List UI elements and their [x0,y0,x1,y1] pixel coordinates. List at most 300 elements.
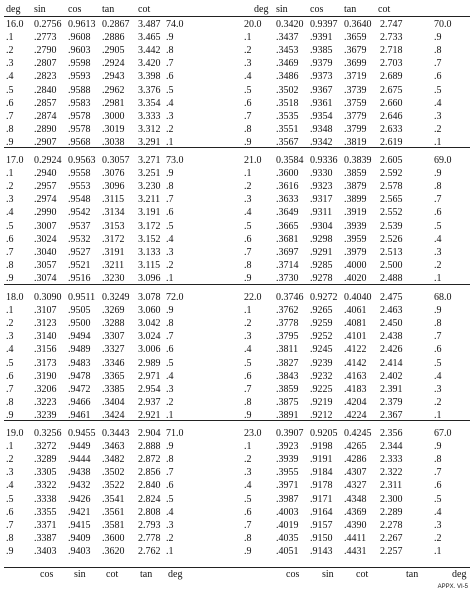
table-cell: .9150 [310,532,333,544]
table-cell: .9 [166,305,174,317]
table-cell: .3795 [276,331,299,343]
table-cell: .3482 [102,454,125,466]
table-cell: .6 [6,97,14,109]
table-cell: .9239 [310,357,333,369]
table-cell: .9330 [310,168,333,180]
table-cell: .9 [6,136,14,148]
table-cell: .9379 [310,58,333,70]
table-cell: .3 [434,110,442,122]
table-cell: .9245 [310,344,333,356]
block-divider [4,147,470,148]
table-cell: .9472 [68,383,91,395]
table-cell: 0.3256 [34,428,62,439]
table-cell: .2962 [102,84,125,96]
table-cell: .3123 [34,318,57,330]
table-cell: .3 [244,194,252,206]
table-cell: .9259 [310,318,333,330]
table-cell: .9415 [68,519,91,531]
table-cell: .4 [434,370,442,382]
table-cell: .3567 [276,136,299,148]
table-cell: .5 [244,220,252,232]
table-cell: .3535 [276,110,299,122]
table-cell: .8 [6,532,14,544]
block-divider [4,420,470,421]
table-cell: .9298 [310,233,333,245]
table-cell: .9553 [68,181,91,193]
table-cell: .3239 [34,409,57,421]
header-label-left: deg [6,4,21,15]
table-cell: .3076 [102,168,125,180]
table-cell: .1 [434,545,442,557]
table-cell: .3038 [102,136,125,148]
table-cell: .9 [166,168,174,180]
table-cell: 0.3249 [102,292,130,303]
table-cell: .3057 [34,259,57,271]
table-cell: .3453 [276,45,299,57]
table-cell: .7 [166,58,174,70]
table-cell: .5 [434,220,442,232]
table-cell: .3811 [276,344,299,356]
table-cell: .9421 [68,506,91,518]
table-cell: .5 [166,357,174,369]
table-cell: 23.0 [244,428,262,439]
table-cell: .8 [166,45,174,57]
table-cell: .9212 [310,409,333,421]
table-cell: .1 [244,305,252,317]
table-cell: .9157 [310,519,333,531]
table-cell: .3502 [102,467,125,479]
table-cell: .3827 [276,357,299,369]
footer-label-left: cot [106,569,119,580]
table-cell: .3096 [102,181,125,193]
table-cell: .9367 [310,84,333,96]
table-cell: .3289 [34,454,57,466]
table-cell: 0.9455 [68,428,96,439]
table-cell: .3659 [344,32,367,44]
table-cell: .1 [244,168,252,180]
table-cell: .3365 [102,370,125,382]
table-cell: .7 [434,467,442,479]
table-cell: 2.937 [138,396,161,408]
table-cell: .3 [244,331,252,343]
table-cell: 2.289 [380,506,403,518]
table-cell: .9426 [68,493,91,505]
table-cell: .2981 [102,97,125,109]
footer-label-right: sin [322,569,334,580]
footer-label-right: cos [286,569,300,580]
table-cell: .3385 [102,383,125,395]
table-cell: .2790 [34,45,57,57]
table-cell: .2 [6,454,14,466]
table-cell: .6 [166,207,174,219]
table-cell: .9278 [310,272,333,284]
table-cell: .4 [6,480,14,492]
table-cell: .2 [434,123,442,135]
header-label-right: tan [344,4,357,15]
table-cell: .3134 [102,207,125,219]
table-cell: .3762 [276,305,299,317]
table-cell: 2.539 [380,220,403,232]
table-cell: 2.450 [380,318,403,330]
table-cell: .7 [6,110,14,122]
table-cell: .2 [244,454,252,466]
table-cell: 2.762 [138,545,161,557]
table-cell: .9537 [68,220,91,232]
table-cell: 2.379 [380,396,403,408]
table-cell: .9593 [68,71,91,83]
table-cell: .9361 [310,97,333,109]
table-cell: .3955 [276,467,299,479]
table-cell: .3403 [34,545,57,557]
table-cell: .3971 [276,480,299,492]
table-cell: 0.9336 [310,155,338,166]
table-cell: .9 [244,272,252,284]
table-cell: .9500 [68,318,91,330]
table-cell: .2 [434,259,442,271]
table-cell: .9494 [68,331,91,343]
table-cell: .2 [6,181,14,193]
table-cell: .3404 [102,396,125,408]
table-cell: .3730 [276,272,299,284]
table-cell: .2807 [34,58,57,70]
table-cell: .9588 [68,84,91,96]
table-cell: .9578 [68,123,91,135]
table-cell: .3387 [34,532,57,544]
table-cell: .3115 [102,194,125,206]
table-cell: .3987 [276,493,299,505]
table-cell: .7 [434,331,442,343]
table-cell: 0.3057 [102,155,130,166]
table-cell: .3156 [34,344,57,356]
table-cell: 3.172 [138,220,161,232]
table-cell: .3269 [102,305,125,317]
table-cell: .9 [434,168,442,180]
table-cell: 3.487 [138,19,161,30]
table-cell: .2940 [34,168,57,180]
table-cell: .2974 [34,194,57,206]
table-cell: .7 [434,58,442,70]
table-cell: .6 [244,370,252,382]
table-cell: .9 [434,305,442,317]
table-cell: 2.356 [380,428,403,439]
table-cell: 2.888 [138,441,161,453]
table-cell: .4061 [344,305,367,317]
table-cell: .7 [166,331,174,343]
table-cell: .9 [244,545,252,557]
table-cell: .2 [166,123,174,135]
table-cell: 3.230 [138,181,161,193]
table-cell: .1 [166,409,174,421]
header-label-right: deg [254,4,269,15]
table-cell: .3074 [34,272,57,284]
table-cell: .3 [434,246,442,258]
table-cell: .8 [6,123,14,135]
table-cell: .9323 [310,181,333,193]
table-cell: .9317 [310,194,333,206]
table-cell: 0.2924 [34,155,62,166]
table-cell: 2.475 [380,292,403,303]
table-cell: 0.9397 [310,19,338,30]
table-cell: .6 [434,480,442,492]
table-cell: .9603 [68,45,91,57]
table-cell: .4 [434,97,442,109]
table-cell: .3107 [34,305,57,317]
table-cell: .9171 [310,493,333,505]
table-cell: .2840 [34,84,57,96]
table-cell: .9391 [310,32,333,44]
table-cell: .1 [6,32,14,44]
table-cell: .4204 [344,396,367,408]
table-cell: .8 [434,181,442,193]
table-cell: .3919 [344,207,367,219]
table-cell: .2 [166,396,174,408]
table-cell: .3272 [34,441,57,453]
table-cell: .6 [166,344,174,356]
table-cell: .9409 [68,532,91,544]
table-cell: .5 [434,357,442,369]
table-cell: .6 [244,506,252,518]
table-cell: .8 [166,454,174,466]
table-cell: .9 [166,441,174,453]
table-cell: .3172 [102,233,125,245]
table-cell: .7 [166,467,174,479]
table-cell: .9568 [68,136,91,148]
table-cell: .6 [434,71,442,83]
table-cell: 3.465 [138,32,161,44]
table-cell: 3.333 [138,110,161,122]
table-cell: .3371 [34,519,57,531]
footer-label-left: cos [40,569,54,580]
table-cell: 70.0 [434,19,452,30]
table-cell: 20.0 [244,19,262,30]
page-code: APPX. VI-5 [437,584,468,590]
table-cell: .3891 [276,409,299,421]
table-cell: .9285 [310,259,333,271]
table-cell: .2773 [34,32,57,44]
table-cell: .9 [6,409,14,421]
table-cell: .4163 [344,370,367,382]
table-cell: 0.3907 [276,428,304,439]
header-label-right: sin [276,4,288,15]
table-cell: .6 [166,480,174,492]
table-cell: .3799 [344,123,367,135]
table-cell: .9461 [68,409,91,421]
table-cell: .9478 [68,370,91,382]
table-cell: 2.438 [380,331,403,343]
table-cell: .4286 [344,454,367,466]
table-cell: .7 [244,110,252,122]
table-cell: 0.2867 [102,19,130,30]
table-cell: .5 [6,84,14,96]
table-cell: .9225 [310,383,333,395]
table-cell: .9304 [310,220,333,232]
table-cell: 0.9563 [68,155,96,166]
table-cell: .3322 [34,480,57,492]
table-cell: 2.500 [380,259,403,271]
table-cell: .8 [244,259,252,271]
table-cell: 2.402 [380,370,403,382]
table-cell: .3859 [344,168,367,180]
table-cell: 2.513 [380,246,403,258]
table-cell: .3879 [344,181,367,193]
table-cell: .4051 [276,545,299,557]
block-divider [4,284,470,285]
table-cell: .3346 [102,357,125,369]
table-cell: .1 [6,441,14,453]
table-cell: .6 [434,207,442,219]
table-cell: .3307 [102,331,125,343]
table-cell: 3.312 [138,123,161,135]
table-cell: 2.463 [380,305,403,317]
table-cell: .1 [6,168,14,180]
table-cell: .6 [166,71,174,83]
table-cell: .2905 [102,45,125,57]
table-cell: .9532 [68,233,91,245]
table-cell: 2.824 [138,493,161,505]
table-cell: .9164 [310,506,333,518]
table-cell: 2.747 [380,19,403,30]
table-cell: .2907 [34,136,57,148]
table-cell: .8 [244,396,252,408]
table-cell: .3 [244,58,252,70]
table-cell: .2924 [102,58,125,70]
table-cell: 0.9272 [310,292,338,303]
table-cell: 22.0 [244,292,262,303]
table-cell: .3778 [276,318,299,330]
table-cell: .3000 [102,110,125,122]
table-cell: .2 [434,532,442,544]
table-cell: 2.578 [380,181,403,193]
table-cell: 2.793 [138,519,161,531]
table-cell: .4390 [344,519,367,531]
table-cell: .9489 [68,344,91,356]
table-cell: 0.9205 [310,428,338,439]
table-cell: 3.442 [138,45,161,57]
table-cell: 2.989 [138,357,161,369]
table-cell: 3.115 [138,259,161,271]
table-cell: .8 [166,181,174,193]
table-cell: .2823 [34,71,57,83]
table-cell: .9505 [68,305,91,317]
table-cell: 2.971 [138,370,161,382]
table-cell: .5 [166,220,174,232]
table-cell: .9 [244,409,252,421]
table-cell: .3875 [276,396,299,408]
table-cell: .8 [244,123,252,135]
table-cell: .3305 [34,467,57,479]
table-cell: .3600 [276,168,299,180]
table-cell: .1 [434,136,442,148]
table-cell: .3899 [344,194,367,206]
footer-label-right: tan [406,569,419,580]
table-cell: .5 [6,220,14,232]
table-cell: .4000 [344,259,367,271]
table-cell: 2.565 [380,194,403,206]
table-cell: 2.718 [380,45,403,57]
table-cell: .2 [6,45,14,57]
table-cell: .7 [6,246,14,258]
table-cell: .9527 [68,246,91,258]
table-cell: 2.921 [138,409,161,421]
table-cell: 21.0 [244,155,262,166]
table-cell: 2.856 [138,467,161,479]
table-cell: .3 [166,383,174,395]
table-cell: .3007 [34,220,57,232]
table-cell: .3437 [276,32,299,44]
table-cell: .3859 [276,383,299,395]
table-cell: .4431 [344,545,367,557]
table-cell: .9342 [310,136,333,148]
table-cell: .9385 [310,45,333,57]
table-cell: .3541 [102,493,125,505]
table-cell: 18.0 [6,292,24,303]
table-cell: .6 [244,97,252,109]
table-cell: .3424 [102,409,125,421]
table-cell: .3939 [344,220,367,232]
table-cell: 3.271 [138,155,161,166]
table-cell: .3581 [102,519,125,531]
table-cell: .4411 [344,532,367,544]
table-cell: 0.3839 [344,155,372,166]
table-cell: .3 [166,246,174,258]
table-cell: .4 [166,97,174,109]
table-cell: 2.778 [138,532,161,544]
table-cell: .8 [6,259,14,271]
table-cell: 73.0 [166,155,184,166]
table-cell: 3.420 [138,58,161,70]
table-cell: .4020 [344,272,367,284]
table-cell: .4265 [344,441,367,453]
table-cell: 2.703 [380,58,403,70]
table-cell: .1 [6,305,14,317]
table-cell: 2.646 [380,110,403,122]
table-cell: .9252 [310,331,333,343]
table-cell: 2.322 [380,467,403,479]
table-cell: .3327 [102,344,125,356]
table-cell: .9 [434,32,442,44]
table-cell: 2.660 [380,97,403,109]
table-cell: .3 [166,519,174,531]
table-cell: .9348 [310,123,333,135]
table-cell: .3190 [34,370,57,382]
table-cell: .4183 [344,383,367,395]
table-cell: 2.344 [380,441,403,453]
table-cell: .3633 [276,194,299,206]
table-cell: .3173 [34,357,57,369]
table-cell: .3024 [34,233,57,245]
table-cell: .2 [244,181,252,193]
table-cell: 67.0 [434,428,452,439]
footer-label-left: deg [168,569,183,580]
table-cell: .3153 [102,220,125,232]
table-cell: .4101 [344,331,367,343]
table-cell: .4369 [344,506,367,518]
table-cell: .9521 [68,259,91,271]
table-cell: .9444 [68,454,91,466]
table-cell: .9483 [68,357,91,369]
table-cell: .1 [434,409,442,421]
table-cell: .4 [244,207,252,219]
table-cell: .3140 [34,331,57,343]
table-cell: .8 [434,45,442,57]
table-cell: 2.552 [380,207,403,219]
table-cell: 3.191 [138,207,161,219]
table-cell: 0.2756 [34,19,62,30]
table-cell: .9 [6,272,14,284]
table-cell: .9143 [310,545,333,557]
table-cell: .4122 [344,344,367,356]
table-cell: .9265 [310,305,333,317]
